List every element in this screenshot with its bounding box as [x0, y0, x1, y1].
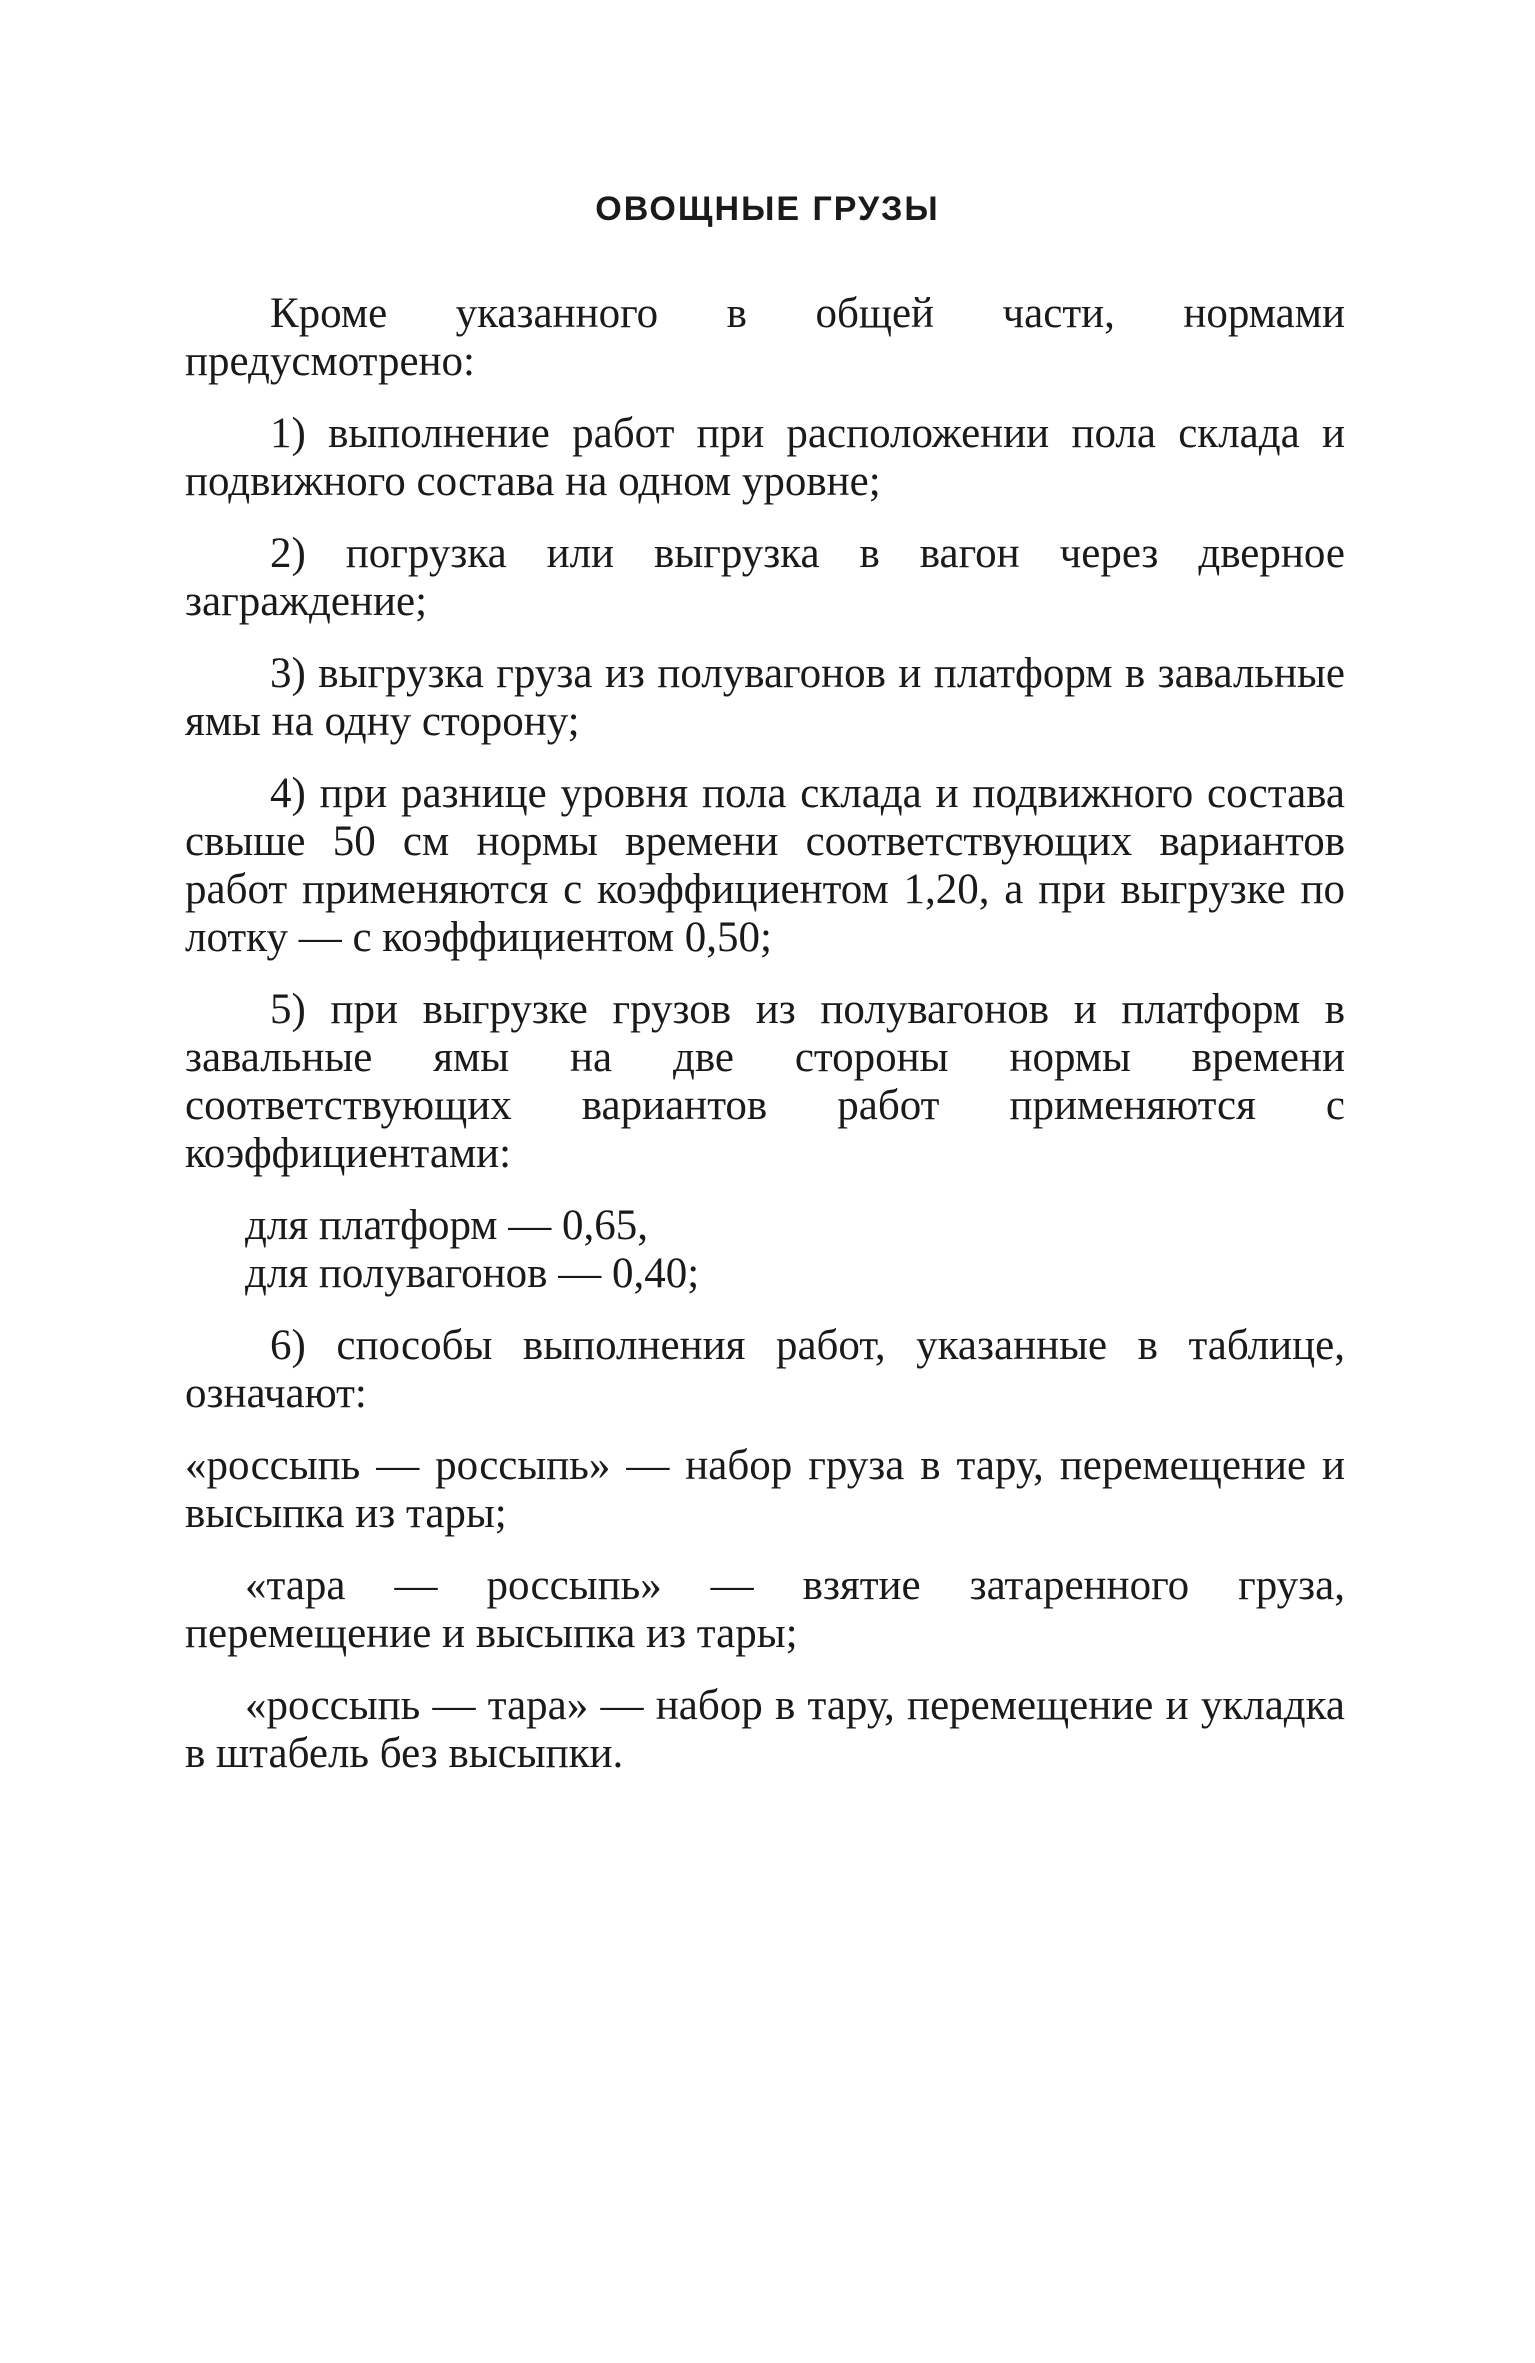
definition-container-bulk: «тара — россыпь» — взятие затаренного груза, перемещение и высыпка из тары; [185, 1562, 1345, 1657]
list-item-2: 2) погрузка или выгрузка в вагон через дверное заграждение; [185, 530, 1345, 625]
list-item-6: 6) способы выполнения работ, указанные в таблице, означают: [185, 1322, 1345, 1417]
coefficient-platforms: для платформ — 0,65, [245, 1202, 649, 1249]
list-item-5: 5) при выгрузке грузов из полувагонов и платформ в завальные ямы на две стороны нормы времени соответствующих вариантов работ применяются с коэффициентами: [185, 986, 1345, 1177]
page-title: ОВОЩНЫЕ ГРУЗЫ [595, 190, 940, 228]
coefficient-gondolas: для полувагонов — 0,40; [245, 1250, 700, 1297]
body-text [185, 290, 1345, 1802]
list-item-3: 3) выгрузка груза из полувагонов и платформ в завальные ямы на одну сторону; [185, 650, 1345, 745]
list-item-4: 4) при разнице уровня пола склада и подвижного состава свыше 50 см нормы времени соответствующих вариантов работ применяются с коэффициентом 1,20, а при выгрузке по лотку — с коэффициентом 0,50; [185, 770, 1345, 961]
intro-paragraph: Кроме указанного в общей части, нормами предусмотрено: [185, 290, 1345, 385]
definition-bulk-container: «россыпь — тара» — набор в тару, перемещение и укладка в штабель без высыпки. [185, 1682, 1345, 1777]
list-item-1: 1) выполнение работ при расположении пола склада и подвижного состава на одном уровне; [185, 410, 1345, 505]
definition-bulk-bulk: «россыпь — россыпь» — набор груза в тару, перемещение и высыпка из тары; [185, 1442, 1345, 1537]
